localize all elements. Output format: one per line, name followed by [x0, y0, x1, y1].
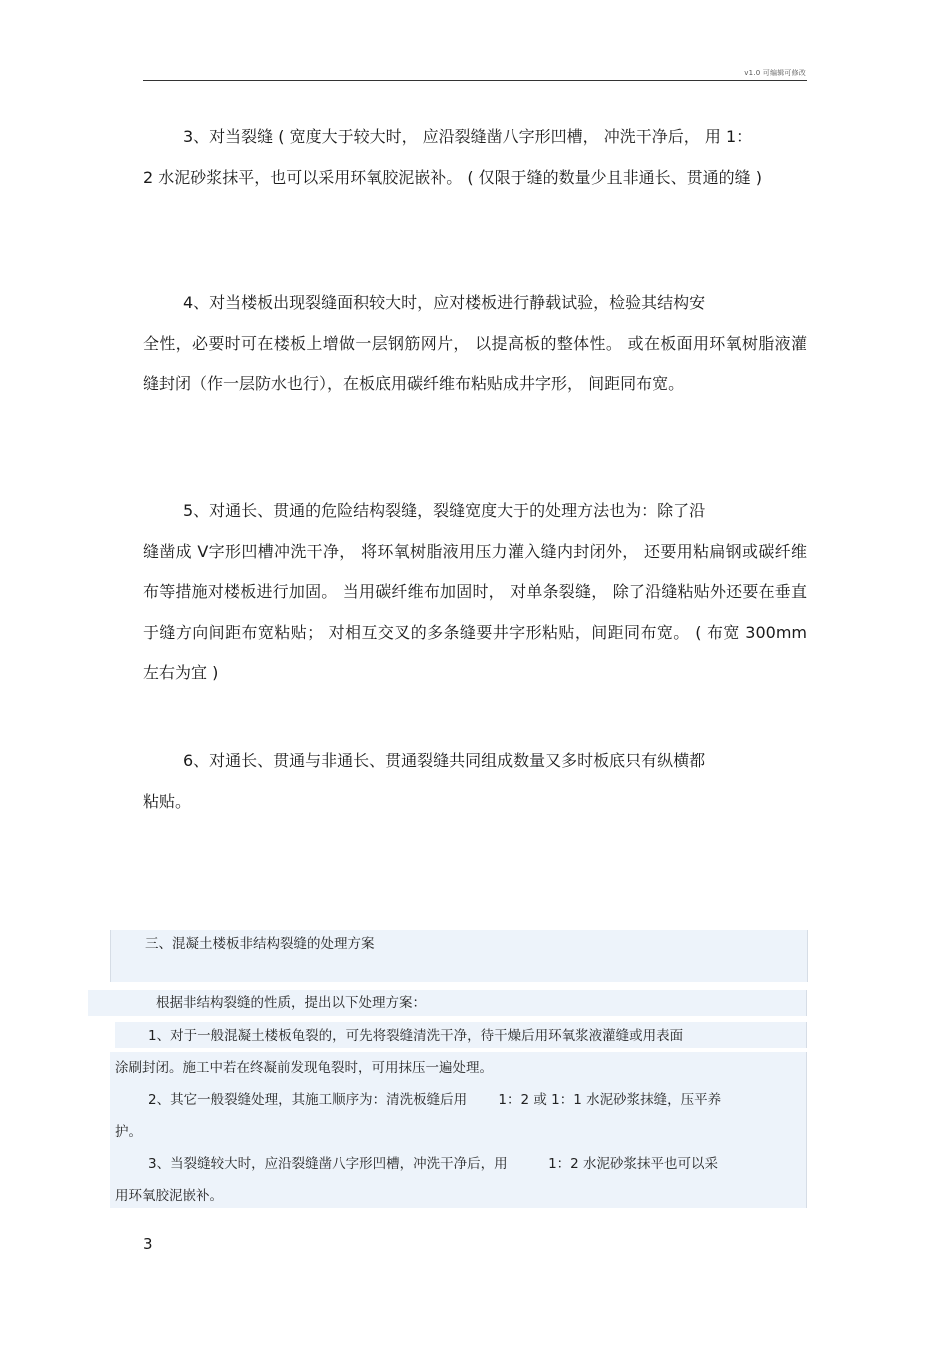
- section-item-1-line1: 1、对于一般混凝土楼板龟裂的，可先将裂缝清洗干净，待干燥后用环氧浆液灌缝或用表面: [148, 1028, 684, 1044]
- paragraph-5-line1: 5、对通长、贯通的危险结构裂缝，裂缝宽度大于的处理方法也为：除了沿: [183, 501, 706, 520]
- page-number: 3: [143, 1235, 153, 1253]
- header-divider: [143, 80, 807, 81]
- paragraph-6: [143, 741, 807, 822]
- paragraph-6-rest: 粘贴。: [143, 791, 192, 811]
- section-item-1-line2: 涂刷封闭。施工中若在终凝前发现龟裂时，可用抹压一遍处理。: [115, 1060, 493, 1076]
- paragraph-4-line1: 4、对当楼板出现裂缝面积较大时，应对楼板进行静载试验，检验其结构安: [183, 293, 706, 312]
- paragraph-4-rest: 全性，必要时可在楼板上增做一层钢筋网片， 以提高板的整体性。 或在板面用环氧树脂液灌缝封闭（作一层防水也行），在板底用碳纤维布粘贴成井字形， 间距同布宽。: [143, 333, 807, 393]
- paragraph-5: [143, 491, 807, 694]
- paragraph-5-rest: 缝凿成 V字形凹槽冲洗干净， 将环氧树脂液用压力灌入缝内封闭外， 还要用粘扁钢或碳纤维布等措施对楼板进行加固。 当用碳纤维布加固时， 对单条裂缝， 除了沿缝粘贴外还要在垂直于缝方向间距布宽粘贴； 对相互交叉的多条缝要井字形粘贴，间距同布宽。 ( 布宽 300mm左右为宜 ): [143, 541, 807, 682]
- section-item-2-line2: 护。: [115, 1124, 142, 1140]
- paragraph-3-rest: 2 水泥砂浆抹平，也可以采用环氧胶泥嵌补。 ( 仅限于缝的数量少且非通长、贯通的缝 ): [143, 167, 763, 187]
- section-item-3-line1: 3、当裂缝较大时，应沿裂缝凿八字形凹槽，冲洗干净后，用 1：2 水泥砂浆抹平也可以采: [148, 1156, 719, 1172]
- paragraph-4: [143, 283, 807, 405]
- section-item-3-line2: 用环氧胶泥嵌补。: [115, 1188, 223, 1204]
- section-intro: 根据非结构裂缝的性质，提出以下处理方案：: [156, 995, 426, 1011]
- section-title: 三、混凝土楼板非结构裂缝的处理方案: [145, 936, 375, 952]
- paragraph-3-line1: 3、对当裂缝 ( 宽度大于较大时， 应沿裂缝凿八字形凹槽， 冲洗干净后， 用 1：: [183, 127, 753, 146]
- paragraph-6-line1: 6、对通长、贯通与非通长、贯通裂缝共同组成数量又多时板底只有纵横都: [183, 751, 706, 770]
- section-item-2-line1: 2、其它一般裂缝处理，其施工顺序为：清洗板缝后用 1：2 或 1：1 水泥砂浆抹缝，压平养: [148, 1092, 722, 1108]
- header-version-label: v1.0 可编辑可修改: [744, 69, 806, 77]
- paragraph-3: [143, 117, 807, 198]
